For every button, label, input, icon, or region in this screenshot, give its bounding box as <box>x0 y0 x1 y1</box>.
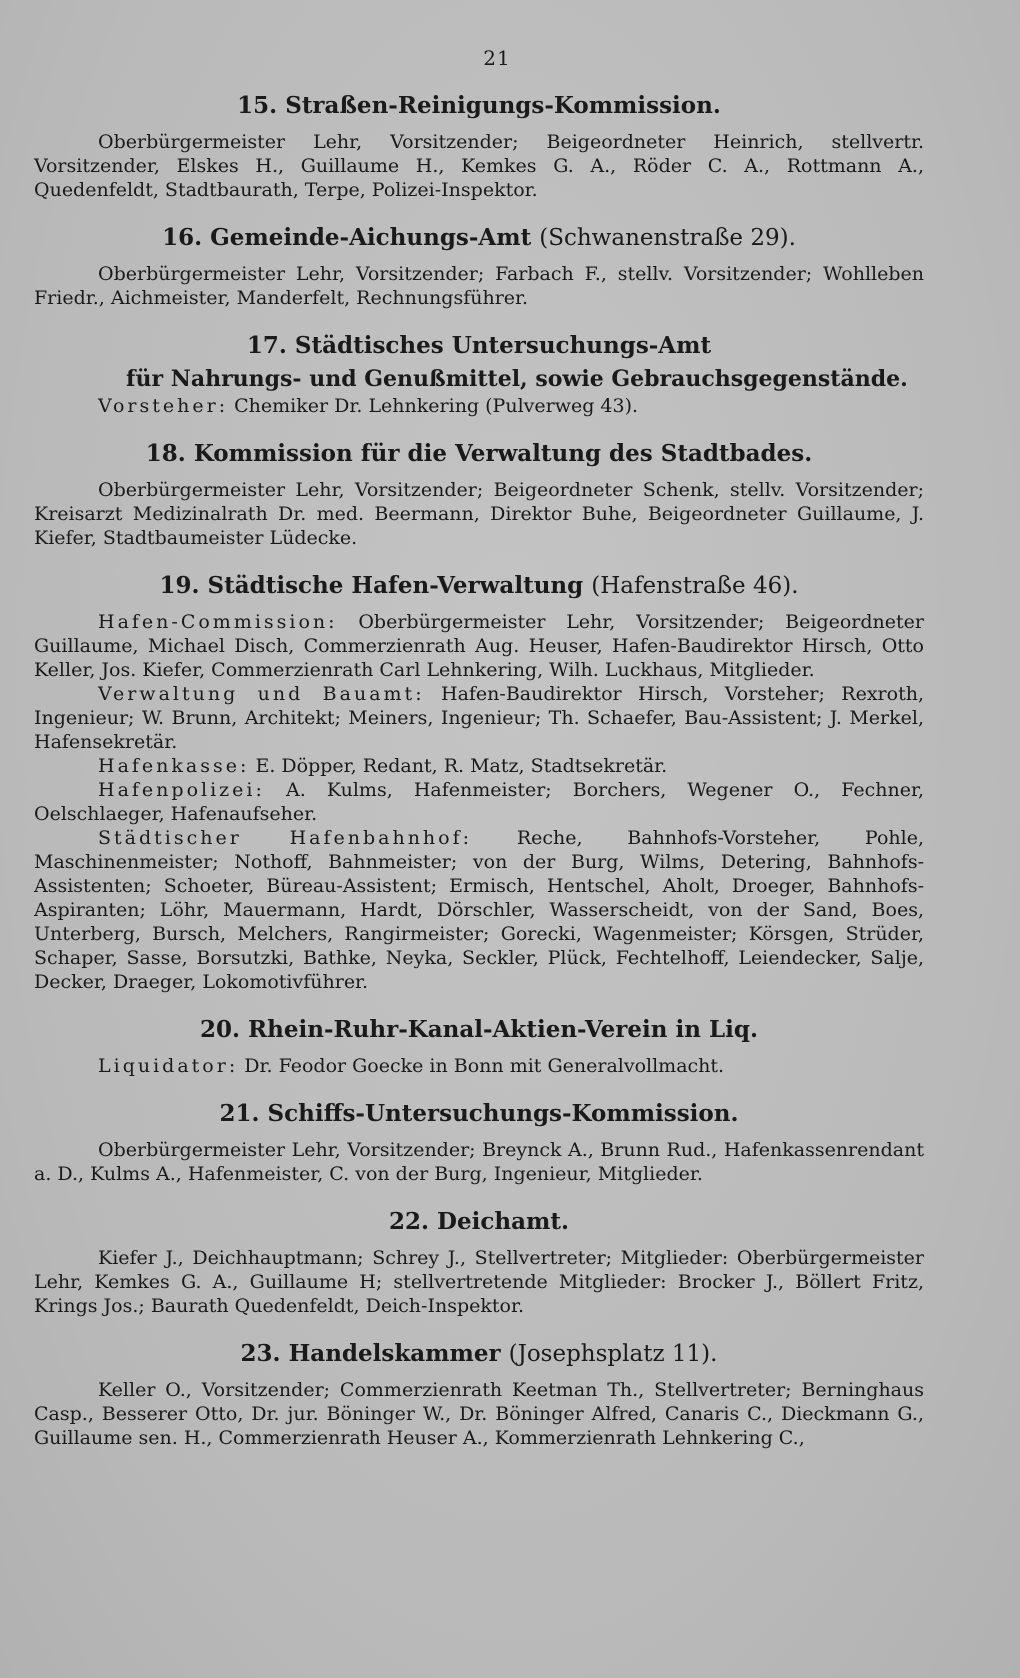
section-heading <box>34 1206 924 1238</box>
entry-text: A. Kulms, Hafenmeister; Borchers, Wegener O., Fechner, Oelschlaeger, Hafenaufseher. <box>34 779 924 825</box>
entry-text: Chemiker Dr. Lehnkering (Pulverweg 43). <box>234 395 639 417</box>
section-23 <box>34 1338 924 1450</box>
section-18 <box>34 438 924 550</box>
section-number: 23. <box>240 1340 281 1367</box>
section-number: 19. <box>159 572 200 599</box>
section-title: Städtisches Untersuchungs-Amt <box>294 332 712 359</box>
section-title: Straßen-Reinigungs-Kommission. <box>285 92 721 119</box>
section-number: 15. <box>237 92 278 119</box>
entry-text: Reche, Bahnhofs-Vorsteher, Pohle, Maschinenmeister; Nothoff, Bahnmeister; von der Burg, Wilms, Detering, Bahnhofs-Assistenten; Schoeter, Büreau-Assistent; Ermisch, Hentschel, Aholt, Droeger, Bahnhofs-Aspiranten; Löhr, Mauermann, Hardt, Dörschler, Wasserscheidt, von der Sand, Boes, Unterberg, Bursch, Melchers, Rangirmeister; Gorecki, Wagenmeister; Körsgen, Strüder, Schaper, Sasse, Borsutzki, Bathke, Neyka, Seckler, Plück, Fechtelhoff, Leiendecker, Salje, Decker, Draeger, Lokomotivführer. <box>34 827 924 993</box>
section-entry <box>34 682 924 754</box>
section-title: Gemeinde-Aichungs-Amt <box>210 224 532 251</box>
section-entry <box>34 1054 924 1078</box>
section-entry <box>34 778 924 826</box>
section-17 <box>34 330 924 418</box>
section-text: Keller O., Vorsitzender; Commerzienrath Keetman Th., Stellvertreter; Berninghaus Casp., Besserer Otto, Dr. jur. Böninger W., Dr. Böninger Alfred, Canaris C., Dieckmann G., Guillaume sen. H., Commerzienrath Heuser A., Kommerzienrath Lehnkering C., <box>34 1379 924 1449</box>
section-text: Oberbürgermeister Lehr, Vorsitzender; Beigeordneter Schenk, stellv. Vorsitzender; Kreisarzt Medizinalrath Dr. med. Beermann, Direktor Buhe, Beigeordneter Guillaume, J. Kiefer, Stadtbaumeister Lüdecke. <box>34 479 924 549</box>
section-entry <box>34 754 924 778</box>
entry-label: Vorsteher: <box>98 395 229 417</box>
entry-label: Liquidator: <box>98 1055 239 1077</box>
entry-text: Dr. Feodor Goecke in Bonn mit Generalvollmacht. <box>244 1055 725 1077</box>
section-entry <box>34 394 924 418</box>
section-heading <box>34 222 924 254</box>
section-heading <box>34 1014 924 1046</box>
section-address: (Hafenstraße 46). <box>591 573 799 599</box>
entry-label: Hafenpolizei: <box>98 779 265 801</box>
section-heading <box>34 90 924 122</box>
entry-text: Hafen-Baudirektor Hirsch, Vorsteher; Rexroth, Ingenieur; W. Brunn, Architekt; Meiners, Ingenieur; Th. Schaefer, Bau-Assistent; J. Merkel, Hafensekretär. <box>34 683 924 753</box>
section-heading <box>34 330 924 362</box>
section-title: Städtische Hafen-Verwaltung <box>207 572 584 599</box>
section-heading <box>34 438 924 470</box>
section-title: Rhein-Ruhr-Kanal-Aktien-Verein in Liq. <box>248 1016 758 1043</box>
section-text: Oberbürgermeister Lehr, Vorsitzender; Beigeordneter Heinrich, stellvertr. Vorsitzender, Elskes H., Guillaume H., Kemkes G. A., Röder C. A., Rottmann A., Quedenfeldt, Stadtbaurath, Terpe, Polizei-Inspektor. <box>34 131 924 201</box>
section-22 <box>34 1206 924 1318</box>
section-text: Kiefer J., Deichhauptmann; Schrey J., Stellvertreter; Mitglieder: Oberbürgermeister Lehr, Kemkes G. A., Guillaume H; stellvertretende Mitglieder: Brocker J., Böllert Fritz, Krings Jos.; Baurath Quedenfeldt, Deich-Inspektor. <box>34 1247 924 1317</box>
section-number: 20. <box>200 1016 241 1043</box>
section-entry <box>34 826 924 994</box>
section-subtitle: für Nahrungs- und Genußmittel, sowie Gebrauchsgegenstände. <box>126 366 908 392</box>
section-15 <box>34 90 924 202</box>
section-text: Oberbürgermeister Lehr, Vorsitzender; Farbach F., stellv. Vorsitzender; Wohlleben Friedr., Aichmeister, Manderfelt, Rechnungsführer. <box>34 263 924 309</box>
entry-label: Verwaltung und Bauamt: <box>98 683 425 705</box>
section-heading <box>34 570 924 602</box>
entry-label: Städtischer Hafenbahnhof: <box>98 827 473 849</box>
section-19 <box>34 570 924 994</box>
section-number: 22. <box>389 1208 430 1235</box>
section-number: 16. <box>162 224 203 251</box>
section-title: Schiffs-Untersuchungs-Kommission. <box>267 1100 739 1127</box>
section-title: Kommission für die Verwaltung des Stadtbades. <box>193 440 813 467</box>
section-title: Handelskammer <box>288 1340 501 1367</box>
section-number: 21. <box>219 1100 260 1127</box>
section-title: Deichamt. <box>437 1208 569 1235</box>
entry-label: Hafen-Commission: <box>98 611 338 633</box>
section-address: (Schwanenstraße 29). <box>539 225 796 251</box>
section-entry <box>34 610 924 682</box>
section-16 <box>34 222 924 310</box>
section-heading <box>34 1098 924 1130</box>
section-address: (Josephsplatz 11). <box>508 1341 718 1367</box>
section-20 <box>34 1014 924 1078</box>
entry-text: Oberbürgermeister Lehr, Vorsitzender; Beigeordneter Guillaume, Michael Disch, Commerzienrath Aug. Heuser, Hafen-Baudirektor Hirsch, Otto Keller, Jos. Kiefer, Commerzienrath Carl Lehnkering, Wilh. Luckhaus, Mitglieder. <box>34 611 924 681</box>
entry-label: Hafenkasse: <box>98 755 250 777</box>
entry-text: E. Döpper, Redant, R. Matz, Stadtsekretär. <box>255 755 668 777</box>
page-number: 21 <box>483 46 511 70</box>
section-21 <box>34 1098 924 1186</box>
section-heading <box>34 1338 924 1370</box>
section-text: Oberbürgermeister Lehr, Vorsitzender; Breynck A., Brunn Rud., Hafenkassenrendant a. D., Kulms A., Hafenmeister, C. von der Burg, Ingenieur, Mitglieder. <box>34 1139 924 1185</box>
section-number: 17. <box>246 332 287 359</box>
section-number: 18. <box>145 440 186 467</box>
